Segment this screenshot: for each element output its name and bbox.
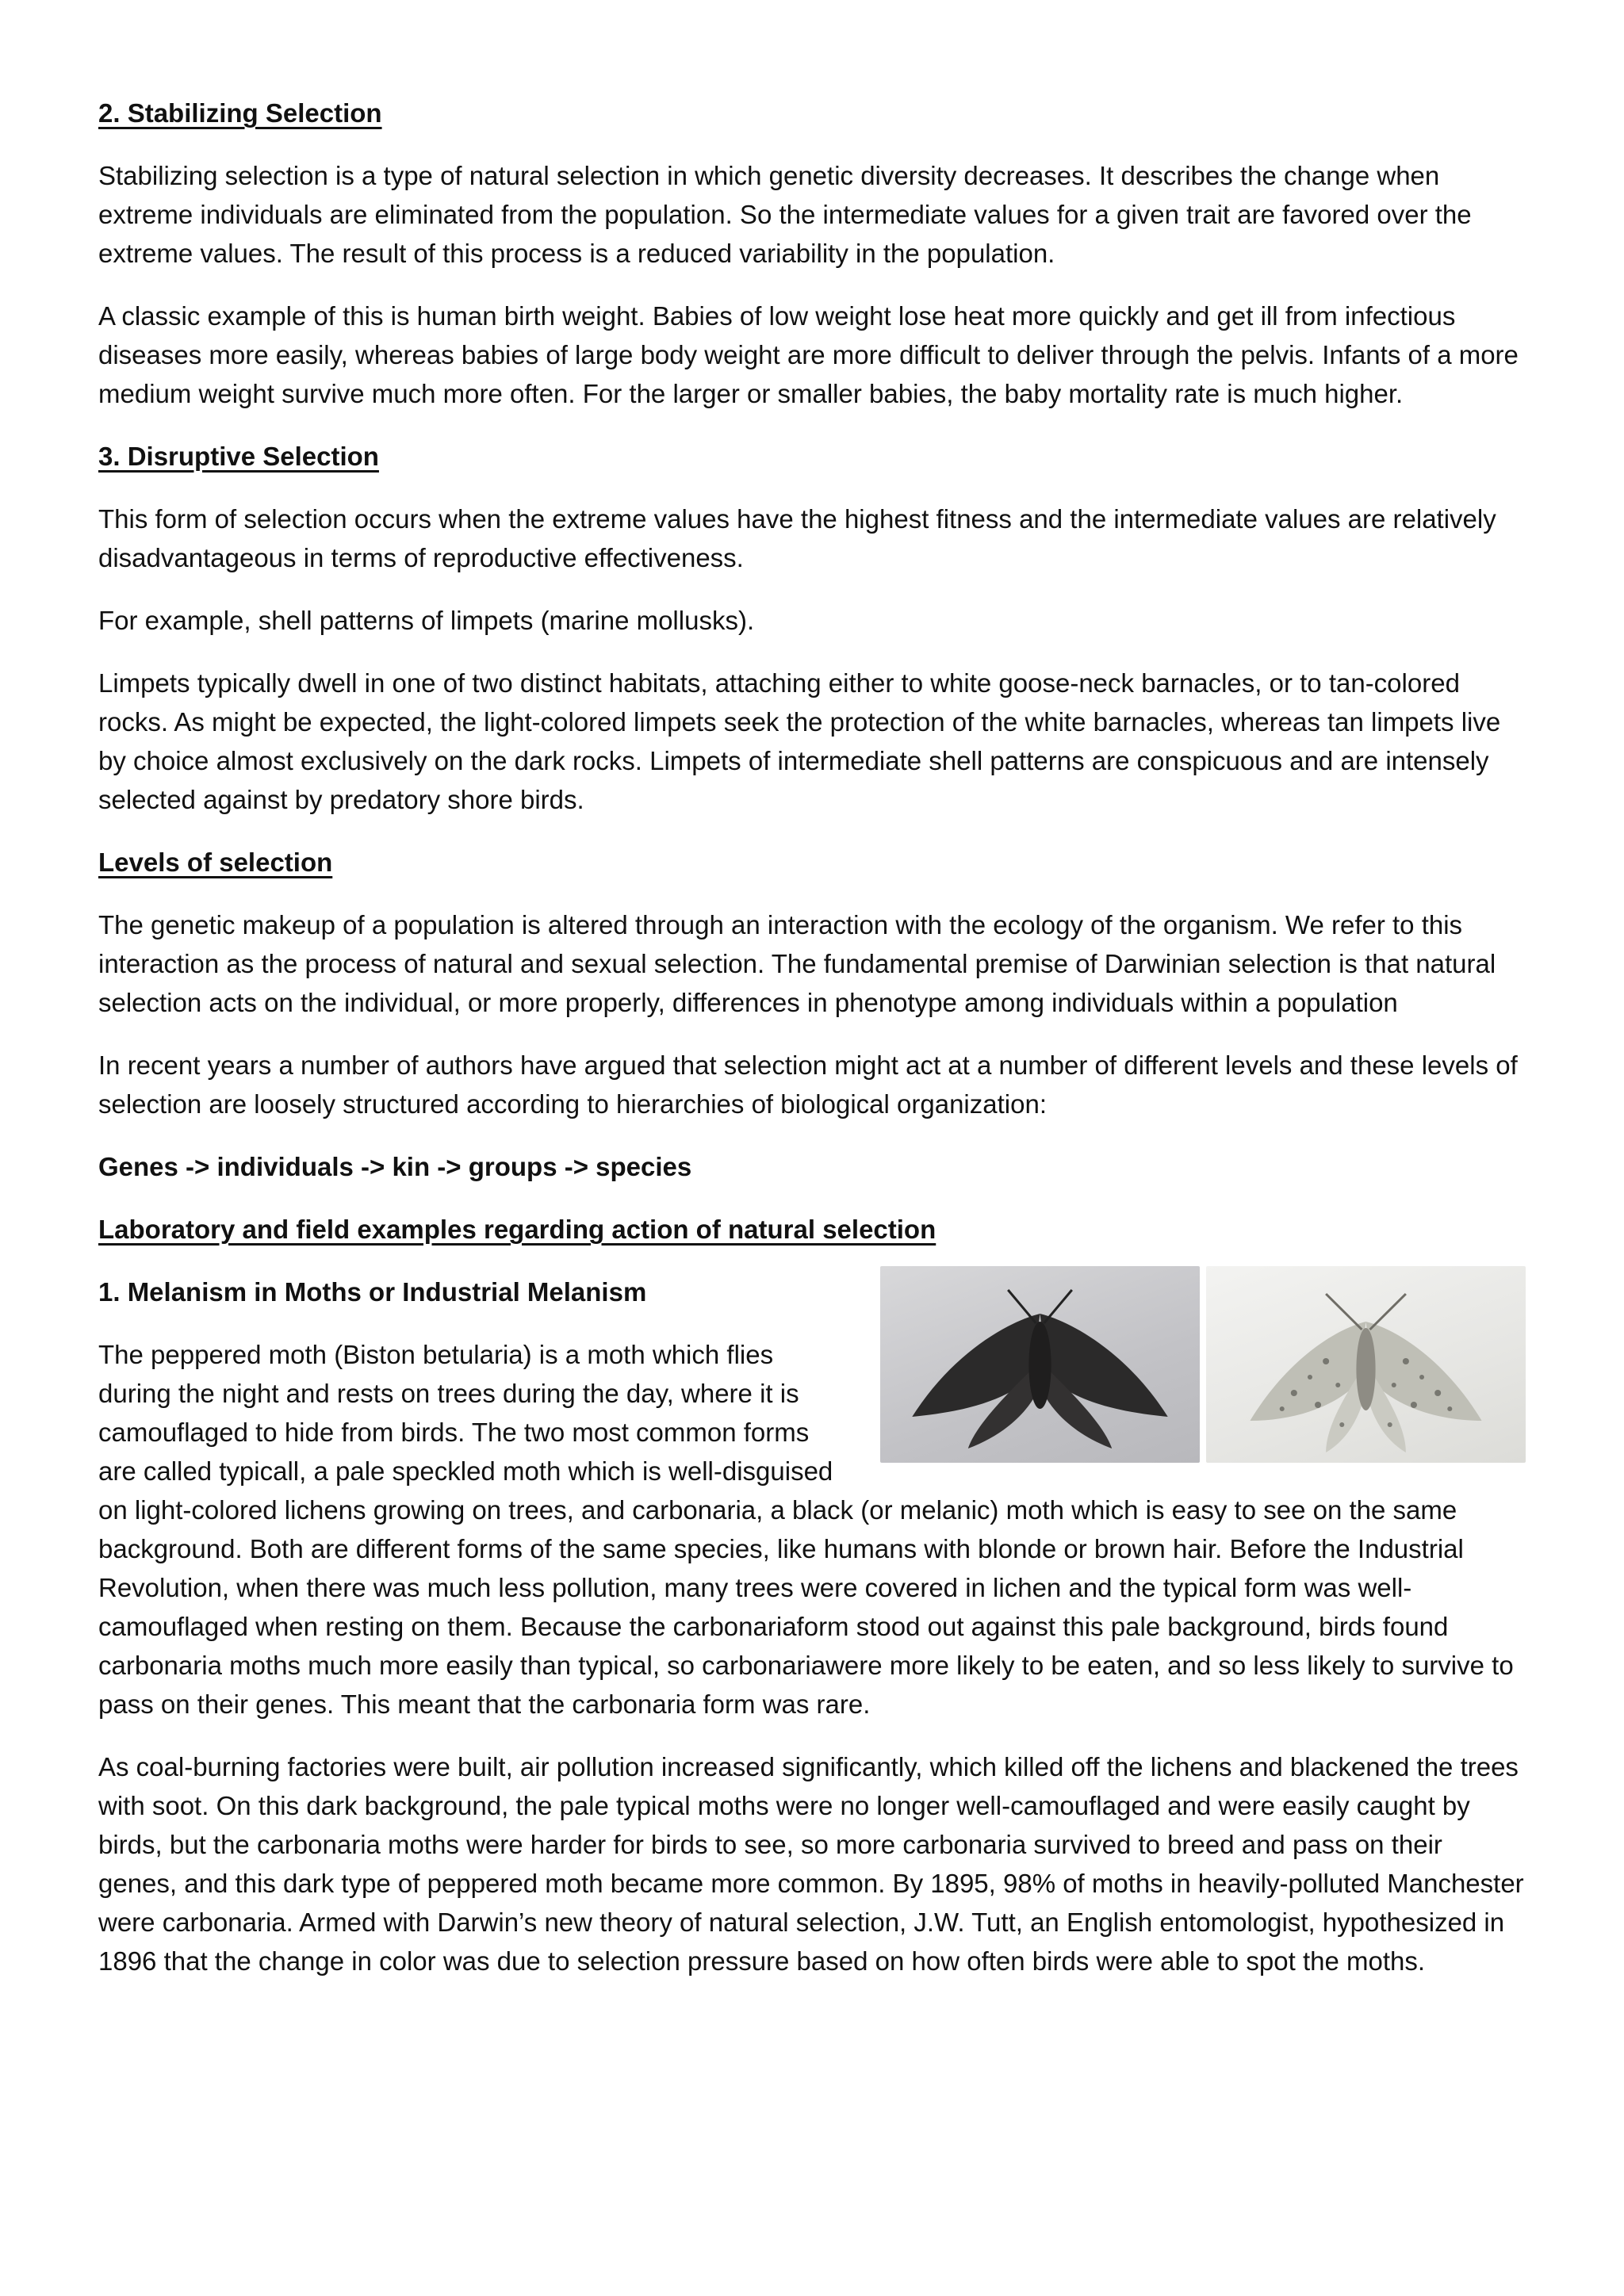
melanism-section xyxy=(98,1272,1526,1724)
melanism-paragraph-1: The peppered moth (Biston betularia) is a moth which flies during the night and rests on trees during the day, where it is camouflaged to hide from birds. The two most common forms are called typicall, a pale speckled moth which is well-disguised on light-colored lichens growing on trees, and carbonaria, a black (or melanic) moth which is easy to see on the same background. Both are different forms of the same species, like humans with blonde or brown hair. Before the Industrial Revolution, when there was much less pollution, many trees were covered in lichen and the typical form was well-camouflaged when resting on them. Because the carbonariaform stood out against this pale background, birds found carbonaria moths much more easily than typical, so carbonariawere more likely to be eaten, and so less likely to survive to pass on their genes. This meant that the carbonaria form was rare. xyxy=(98,1340,1514,1719)
levels-paragraph-2: In recent years a number of authors have argued that selection might act at a number of different levels and these levels of selection are loosely structured according to hierarchies of biological organization: xyxy=(98,1050,1518,1119)
carbonaria-moth-image xyxy=(880,1266,1200,1463)
stabilizing-paragraph-2: A classic example of this is human birth weight. Babies of low weight lose heat more quickly and get ill from infectious diseases more easily, whereas babies of large body weight are more difficult to deliver through the pelvis. Infants of a more medium weight survive much more often. For the larger or smaller babies, the baby mortality rate is much higher. xyxy=(98,301,1519,408)
document-page xyxy=(98,94,1526,1980)
levels-paragraph-1: The genetic makeup of a population is altered through an interaction with the ecology of the organism. We refer to this interaction as the process of natural and sexual selection. The fundamental premise of Darwinian selection is that natural selection acts on the individual, or more properly, differences in phenotype among individuals within a population xyxy=(98,910,1496,1017)
disruptive-paragraph-2: For example, shell patterns of limpets (marine mollusks). xyxy=(98,606,755,635)
melanism-subheading: 1. Melanism in Moths or Industrial Melanism xyxy=(98,1277,647,1307)
stabilizing-heading: 2. Stabilizing Selection xyxy=(98,98,382,128)
melanism-paragraph-2: As coal-burning factories were built, air pollution increased significantly, which killed off the lichens and blackened the trees with soot. On this dark background, the pale typical moths were no longer well-camouflaged and were easily caught by birds, but the carbonaria moths were harder for birds to see, so more carbonaria survived to breed and pass on their genes, and this dark type of peppered moth became more common. By 1895, 98% of moths in heavily-polluted Manchester were carbonaria. Armed with Darwin’s new theory of natural selection, J.W. Tutt, an English entomologist, hypothesized in 1896 that the change in color was due to selection pressure based on how often birds were able to spot the moths. xyxy=(98,1752,1524,1976)
disruptive-paragraph-3: Limpets typically dwell in one of two distinct habitats, attaching either to white goose-neck barnacles, or to tan-colored rocks. As might be expected, the light-colored limpets seek the protection of the white barnacles, whereas tan limpets live by choice almost exclusively on the dark rocks. Limpets of intermediate shell patterns are conspicuous and are intensely selected against by predatory shore birds. xyxy=(98,668,1501,814)
levels-hierarchy: Genes -> individuals -> kin -> groups -> species xyxy=(98,1152,692,1181)
disruptive-heading: 3. Disruptive Selection xyxy=(98,442,379,471)
typical-moth-image xyxy=(1206,1266,1526,1463)
levels-heading: Levels of selection xyxy=(98,848,333,877)
moth-figure xyxy=(880,1266,1526,1463)
disruptive-paragraph-1: This form of selection occurs when the extreme values have the highest fitness and the intermediate values are relatively disadvantageous in terms of reproductive effectiveness. xyxy=(98,504,1496,572)
lab-heading: Laboratory and field examples regarding action of natural selection xyxy=(98,1215,936,1244)
stabilizing-paragraph-1: Stabilizing selection is a type of natural selection in which genetic diversity decreases. It describes the change when extreme individuals are eliminated from the population. So the intermediate values for a given trait are favored over the extreme values. The result of this process is a reduced variability in the population. xyxy=(98,161,1472,268)
